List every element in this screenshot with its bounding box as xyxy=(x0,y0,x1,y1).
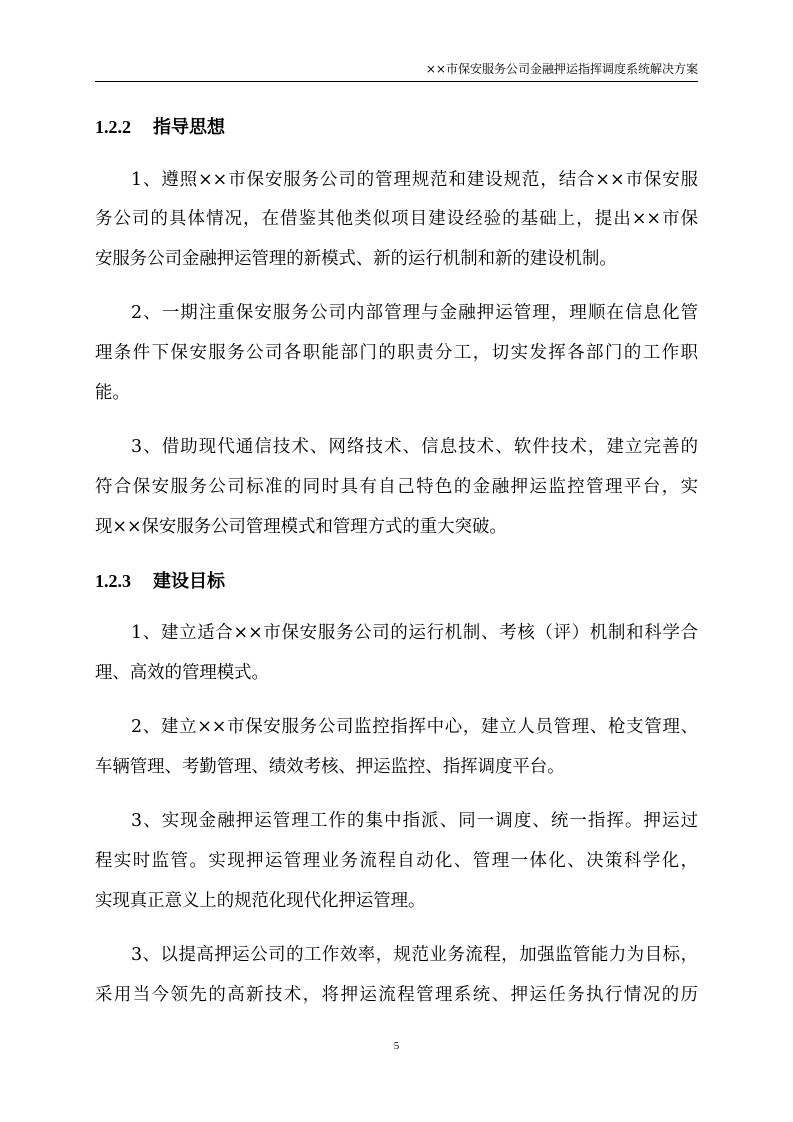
section-title: 建设目标 xyxy=(153,571,225,592)
text-line: 安服务公司金融押运管理的新模式、新的运行机制和新的建设机制。 xyxy=(95,249,617,269)
section-heading xyxy=(95,116,225,139)
text-line: 符合保安服务公司标准的同时具有自己特色的金融押运监控管理平台，实 xyxy=(95,477,698,497)
section-number: 1.2.3 xyxy=(95,571,131,591)
text-line: 3、实现金融押运管理工作的集中指派、同一调度、统一指挥。押运过 xyxy=(131,811,698,831)
text-line: 3、以提高押运公司的工作效率，规范业务流程，加强监管能力为目标， xyxy=(131,945,698,965)
text-line: 程实时监管。实现押运管理业务流程自动化、管理一体化、决策科学化， xyxy=(95,851,698,871)
page-number: 5 xyxy=(393,1040,400,1052)
text-line: 车辆管理、考勤管理、绩效考核、押运监控、指挥调度平台。 xyxy=(95,757,565,777)
text-line: 现××保安服务公司管理模式和管理方式的重大突破。 xyxy=(95,517,507,537)
text-line: 理条件下保安服务公司各职能部门的职责分工，切实发挥各部门的工作职 xyxy=(95,343,698,363)
text-line: 务公司的具体情况，在借鉴其他类似项目建设经验的基础上，提出××市保 xyxy=(95,209,698,229)
text-line: 理、高效的管理模式。 xyxy=(95,663,269,683)
text-line: 2、一期注重保安服务公司内部管理与金融押运管理，理顺在信息化管 xyxy=(131,303,698,323)
text-line: 能。 xyxy=(95,383,130,403)
text-line: 1、遵照××市保安服务公司的管理规范和建设规范，结合××市保安服 xyxy=(131,170,698,190)
text-line: 3、借助现代通信技术、网络技术、信息技术、软件技术，建立完善的 xyxy=(131,437,698,457)
section-title: 指导思想 xyxy=(153,117,225,138)
section-heading xyxy=(95,570,225,593)
text-line: 采用当今领先的高新技术，将押运流程管理系统、押运任务执行情况的历 xyxy=(95,985,698,1005)
section-number: 1.2.2 xyxy=(95,117,131,137)
running-header: ××市保安服务公司金融押运指挥调度系统解决方案 xyxy=(425,62,698,76)
text-line: 2、建立××市保安服务公司监控指挥中心，建立人员管理、枪支管理、 xyxy=(131,717,698,737)
text-line: 实现真正意义上的规范化现代化押运管理。 xyxy=(95,891,426,911)
header-divider xyxy=(95,81,698,82)
text-line: 1、建立适合××市保安服务公司的运行机制、考核（评）机制和科学合 xyxy=(131,623,698,643)
